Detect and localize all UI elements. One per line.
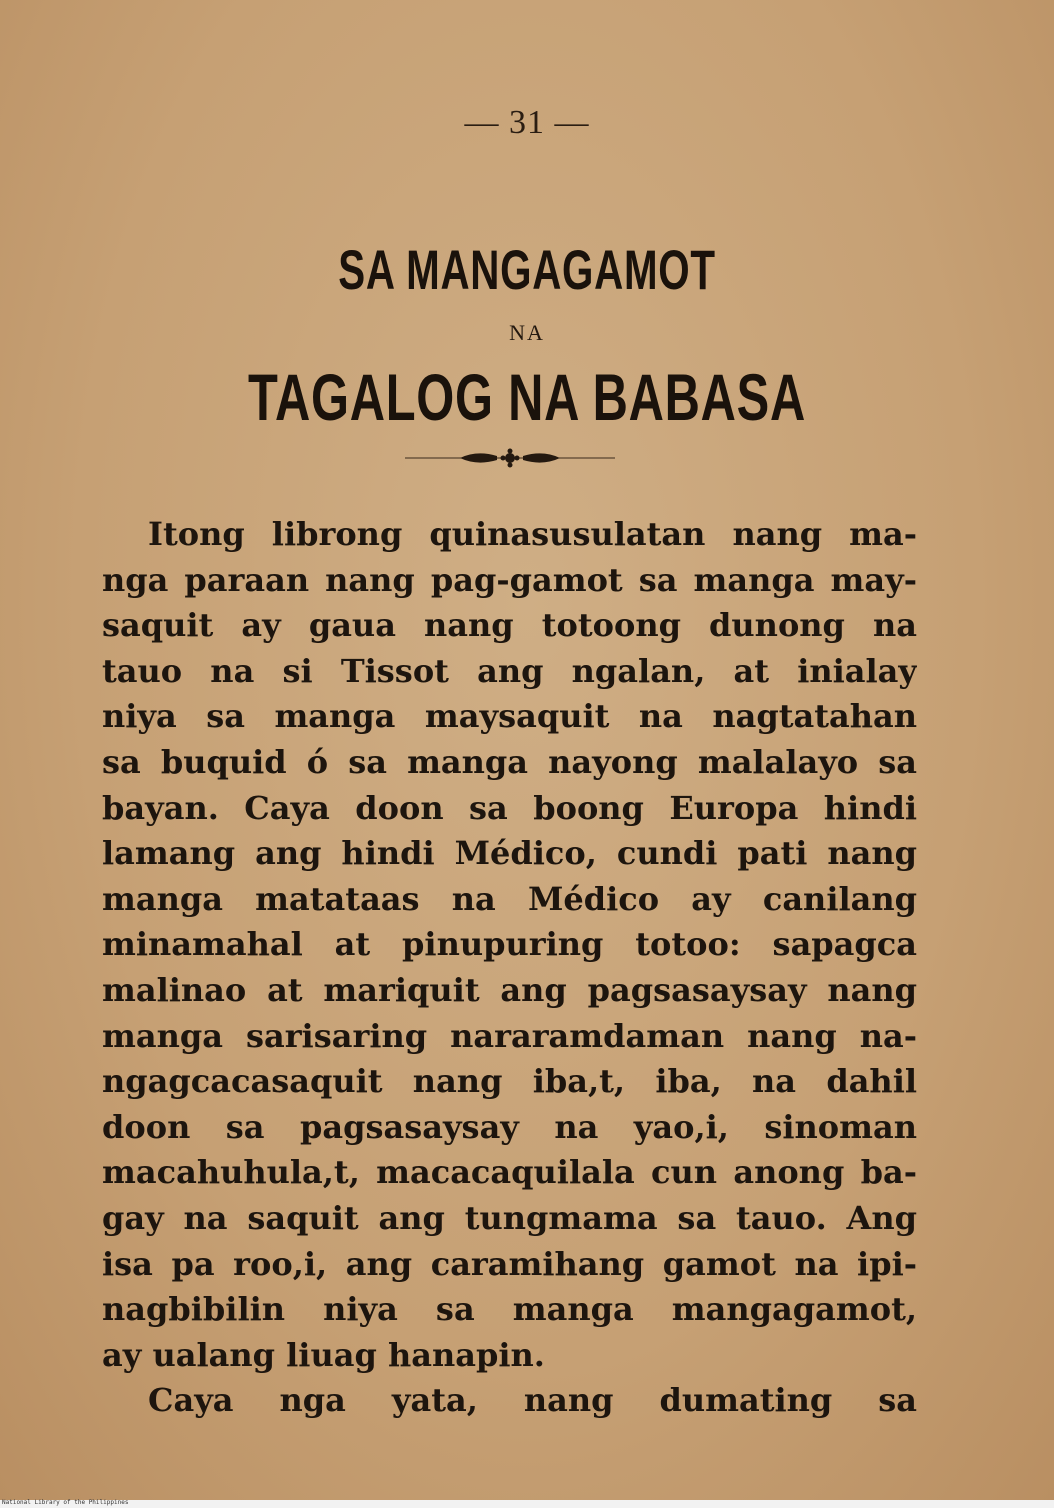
text-line: malinao at mariquit ang pagsasaysay nang: [102, 970, 917, 1009]
text-line: ay ualang liuag hanapin.: [102, 1335, 545, 1374]
text-line: Itong librong quinasusulatan nang ma-: [148, 515, 917, 553]
chapter-title: SA MANGAGAMOT: [338, 238, 716, 301]
text-line: macahuhula,t, macacaquilala cun anong ba-: [102, 1153, 917, 1192]
page-number: — 31 —: [464, 104, 590, 141]
text-line: manga matataas na Médico ay canilang: [102, 879, 917, 918]
text-line: tauo na si Tissot ang ngalan, at inialay: [102, 651, 917, 690]
text-line: lamang ang hindi Médico, cundi pati nang: [102, 834, 917, 873]
ornament-divider-icon: [405, 446, 615, 470]
text-line: Caya nga yata, nang dumating sa: [148, 1381, 917, 1420]
text-line: ngagcacasaquit nang iba,t, iba, na dahil: [102, 1062, 917, 1101]
body-paragraph: [102, 512, 917, 1424]
text-line: saquit ay gaua nang totoong dunong na: [102, 606, 917, 645]
text-line: niya sa manga maysaquit na nagtatahan: [102, 697, 917, 736]
text-line: nga paraan nang pag-gamot sa manga may-: [102, 560, 917, 599]
text-line: nagbibilin niya sa manga mangagamot,: [102, 1290, 917, 1329]
text-line: minamahal at pinupuring totoo: sapagca: [102, 925, 917, 964]
text-line: isa pa roo,i, ang caramihang gamot na ipi-: [102, 1244, 917, 1283]
text-line: doon sa pagsasaysay na yao,i, sinoman: [102, 1107, 917, 1146]
footer-strip: [0, 1500, 1054, 1508]
library-credit: National Library of the Philippines: [2, 1499, 129, 1506]
text-line: gay na saquit ang tungmama sa tauo. Ang: [102, 1198, 917, 1237]
title-connector: NA: [509, 320, 545, 345]
text-line: bayan. Caya doon sa boong Europa hindi: [102, 788, 917, 827]
text-line: manga sarisaring nararamdaman nang na-: [102, 1016, 917, 1055]
text-line: sa buquid ó sa manga nayong malalayo sa: [102, 742, 917, 781]
chapter-title-secondary: TAGALOG NA BABASA: [248, 360, 806, 434]
